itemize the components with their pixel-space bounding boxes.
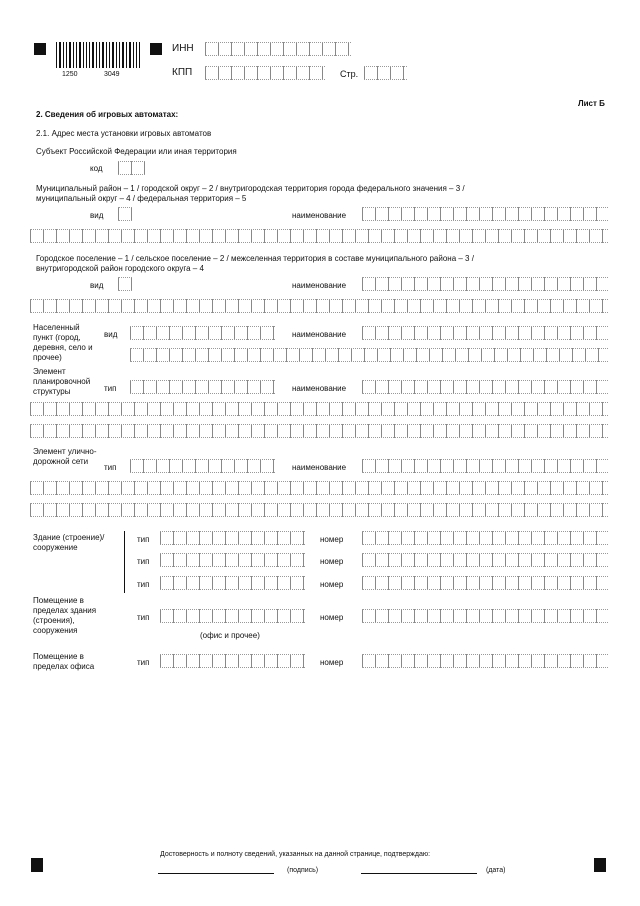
- building-type-field-3[interactable]: [160, 576, 305, 590]
- building-type-field-2[interactable]: [160, 553, 305, 567]
- code-label: код: [90, 164, 103, 173]
- locality-name-field-2[interactable]: [130, 348, 608, 362]
- municipal-desc-line1: Муниципальный район – 1 / городской округ – 2 / внутригородская территория города федерального значения – 3 /: [36, 184, 465, 193]
- barcode-number-left: 1250: [62, 71, 78, 78]
- building-number-field-2[interactable]: [362, 553, 608, 567]
- date-line[interactable]: [361, 873, 477, 874]
- building-number-label-3: номер: [320, 580, 344, 589]
- signature-line[interactable]: [158, 873, 274, 874]
- locality-label: Населенный пункт (город, деревня, село и прочее): [33, 323, 93, 362]
- municipal-name-field-1[interactable]: [362, 207, 608, 221]
- corner-marker-top-mid: [150, 43, 162, 55]
- office-type-label: тип: [137, 658, 150, 667]
- subject-code-field[interactable]: [118, 161, 145, 175]
- signature-label: (подпись): [287, 867, 319, 874]
- inn-label: ИНН: [172, 43, 194, 54]
- office-type-field[interactable]: [160, 654, 305, 668]
- premises-type-field[interactable]: [160, 609, 305, 623]
- settlement-name-field-1[interactable]: [362, 277, 608, 291]
- municipal-name-field-2[interactable]: [30, 229, 608, 243]
- locality-name-label: наименование: [292, 330, 347, 339]
- street-name-field-2[interactable]: [30, 481, 608, 495]
- street-type-field[interactable]: [130, 459, 275, 473]
- municipal-kind-field[interactable]: [118, 207, 132, 221]
- planning-type-label: тип: [104, 384, 117, 393]
- office-number-field[interactable]: [362, 654, 608, 668]
- corner-marker-bottom-left: [31, 858, 43, 872]
- inn-field[interactable]: [205, 42, 351, 56]
- settlement-kind-field[interactable]: [118, 277, 132, 291]
- settlement-name-label: наименование: [292, 281, 347, 290]
- settlement-kind-label: вид: [90, 281, 104, 290]
- building-number-label-2: номер: [320, 557, 344, 566]
- office-number-label: номер: [320, 658, 344, 667]
- building-number-label-1: номер: [320, 535, 344, 544]
- locality-name-field-1[interactable]: [362, 326, 608, 340]
- locality-kind-label: вид: [104, 330, 118, 339]
- building-type-field-1[interactable]: [160, 531, 305, 545]
- building-number-field-1[interactable]: [362, 531, 608, 545]
- planning-type-field[interactable]: [130, 380, 275, 394]
- street-name-field-3[interactable]: [30, 503, 608, 517]
- premises-label: Помещение в пределах здания (строения), сооружения: [33, 596, 97, 635]
- building-type-label-2: тип: [137, 557, 150, 566]
- page-number-field[interactable]: [364, 66, 407, 80]
- municipal-desc-line2: муниципальный округ – 4 / федеральная территория – 5: [36, 194, 247, 203]
- planning-name-field-2[interactable]: [30, 402, 608, 416]
- premises-note: (офис и прочее): [200, 631, 260, 640]
- building-type-label-1: тип: [137, 535, 150, 544]
- kpp-label: КПП: [172, 67, 193, 78]
- settlement-desc-line1: Городское поселение – 1 / сельское поселение – 2 / межселенная территория в составе муниципального района – 3 /: [36, 254, 474, 263]
- barcode-icon: [56, 42, 140, 68]
- municipal-name-label: наименование: [292, 211, 347, 220]
- building-number-field-3[interactable]: [362, 576, 608, 590]
- corner-marker-top-left: [34, 43, 46, 55]
- premises-type-label: тип: [137, 613, 150, 622]
- sheet-label: Лист Б: [578, 99, 605, 108]
- planning-name-field-3[interactable]: [30, 424, 608, 438]
- street-label: Элемент улично-дорожной сети: [33, 447, 97, 466]
- section-title: 2. Сведения об игровых автоматах:: [36, 110, 179, 119]
- subject-label: Субъект Российской Федерации или иная территория: [36, 147, 237, 156]
- planning-name-label: наименование: [292, 384, 347, 393]
- section-subtitle: 2.1. Адрес места установки игровых автоматов: [36, 129, 212, 138]
- corner-marker-bottom-right: [594, 858, 606, 872]
- municipal-kind-label: вид: [90, 211, 104, 220]
- page-label: Стр.: [340, 69, 359, 79]
- planning-name-field-1[interactable]: [362, 380, 608, 394]
- building-label: Здание (строение)/ сооружение: [33, 533, 105, 552]
- building-type-label-3: тип: [137, 580, 150, 589]
- street-name-field-1[interactable]: [362, 459, 608, 473]
- confirm-text: Достоверность и полноту сведений, указанных на данной странице, подтверждаю:: [160, 851, 431, 858]
- planning-label: Элемент планировочной структуры: [33, 367, 91, 396]
- kpp-field[interactable]: [205, 66, 325, 80]
- settlement-name-field-2[interactable]: [30, 299, 608, 313]
- street-name-label: наименование: [292, 463, 347, 472]
- premises-number-field[interactable]: [362, 609, 608, 623]
- street-type-label: тип: [104, 463, 117, 472]
- office-label: Помещение в пределах офиса: [33, 652, 95, 671]
- settlement-desc-line2: внутригородской район городского округа – 4: [36, 264, 204, 273]
- date-label: (дата): [486, 867, 506, 874]
- barcode-number-right: 3049: [104, 71, 120, 78]
- locality-kind-field[interactable]: [130, 326, 275, 340]
- building-bracket: [124, 531, 125, 593]
- premises-number-label: номер: [320, 613, 344, 622]
